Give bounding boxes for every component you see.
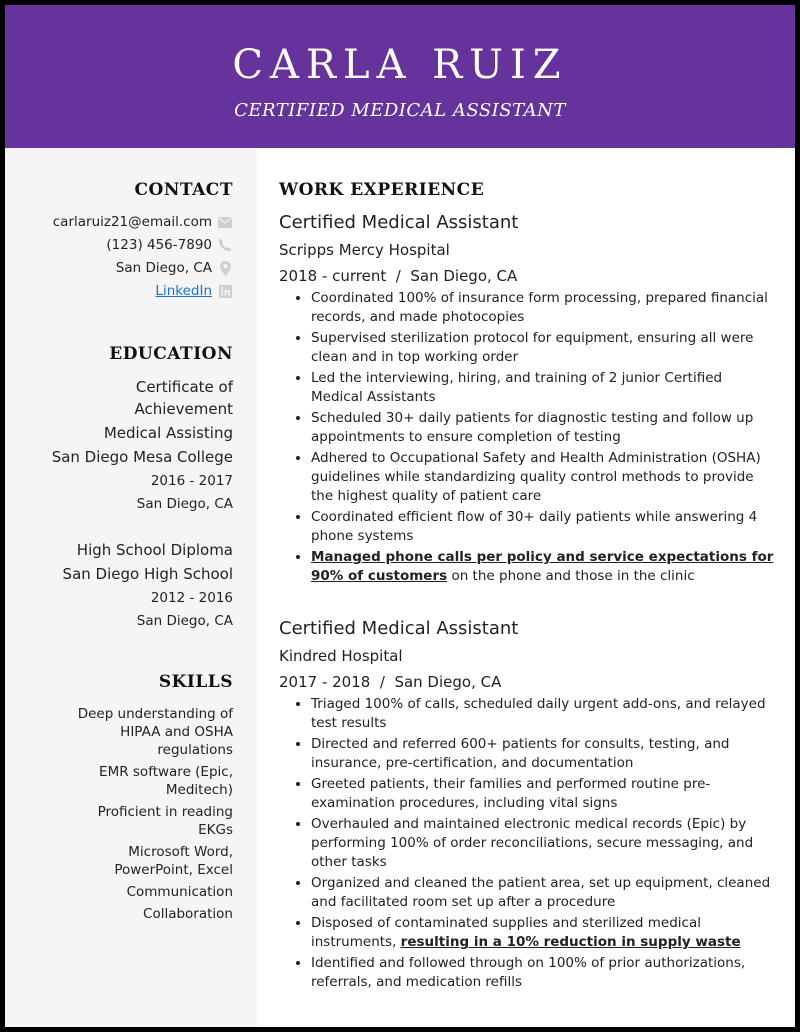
degree: Certificate of Achievement: [134, 378, 233, 418]
field-of-study: Medical Assisting: [103, 424, 233, 442]
edu-years: 2012 - 2016: [150, 590, 233, 606]
experience-heading: WORK EXPERIENCE: [279, 180, 485, 200]
job-title: Certified Medical Assistant: [279, 212, 519, 233]
job-bullets: [279, 695, 775, 992]
school: San Diego High School: [62, 565, 233, 583]
bullet-text: on the phone and those in the clinic: [447, 568, 695, 584]
contact-email: [53, 211, 233, 233]
bullet-item: • Led the interviewing, hiring, and training of 2 junior Certified Medical Assistants: [311, 369, 775, 407]
candidate-title: CERTIFIED MEDICAL ASSISTANT: [234, 100, 566, 121]
bullet-text: Disposed of contaminated supplies and sterilized medical instruments,: [311, 915, 701, 950]
skills-heading: SKILLS: [158, 672, 233, 692]
separator: /: [386, 267, 411, 285]
contact-location: [116, 257, 233, 279]
bullet-item: • Scheduled 30+ daily patients for diagnostic testing and follow up appointments to ensure completion of testing: [311, 409, 775, 447]
bullet-item: • Organized and cleaned the patient area, set up equipment, cleaned and facilitated room set up after a procedure: [311, 874, 775, 912]
email-text: carlaruiz21@email.com: [52, 214, 212, 230]
education-entry: [23, 376, 233, 515]
job-bullets: [279, 289, 775, 586]
skill-item: Microsoft Word, PowerPoint, Excel: [114, 844, 233, 878]
company: Scripps Mercy Hospital: [279, 241, 450, 259]
phone-icon: [217, 237, 233, 253]
school: San Diego Mesa College: [51, 448, 233, 466]
degree: High School Diploma: [76, 541, 233, 559]
bullet-item: • Coordinated 100% of insurance form processing, prepared financial records, and made photocopies: [311, 289, 775, 327]
contact-heading: CONTACT: [134, 180, 233, 200]
resume-page: [5, 5, 795, 1027]
candidate-name: CARLA RUIZ: [232, 42, 568, 88]
job-entry: [279, 211, 775, 588]
bullet-item: [311, 914, 775, 952]
edu-location: San Diego, CA: [136, 613, 233, 629]
linkedin-icon: [217, 283, 233, 299]
bullet-item: • Greeted patients, their families and performed routine pre-examination procedures, including vital signs: [311, 775, 775, 813]
bullet-highlight: resulting in a 10% reduction in supply waste: [400, 934, 741, 950]
job-dates: 2018 - current: [279, 267, 387, 285]
location-text: San Diego, CA: [115, 260, 212, 276]
bullet-item: • Adhered to Occupational Safety and Health Administration (OSHA) guidelines while standardizing quality control methods to provide the highest quality of patient care: [311, 449, 775, 506]
contact-phone: [106, 234, 233, 256]
bullet-highlight: Managed phone calls per policy and service expectations for 90% of customers: [311, 549, 774, 584]
bullet-item: [311, 548, 775, 586]
phone-text: (123) 456-7890: [106, 237, 212, 253]
job-dates-location: [279, 265, 775, 287]
edu-location: San Diego, CA: [136, 496, 233, 512]
company: Kindred Hospital: [279, 647, 403, 665]
sidebar: [5, 148, 257, 1027]
job-location: San Diego, CA: [394, 673, 502, 691]
job-dates: 2017 - 2018: [279, 673, 371, 691]
job-location: San Diego, CA: [410, 267, 518, 285]
bullet-item: • Triaged 100% of calls, scheduled daily urgent add-ons, and relayed test results: [311, 695, 775, 733]
skill-item: Proficient in reading EKGs: [97, 804, 233, 838]
contact-linkedin: [155, 280, 233, 302]
education-entry: [23, 539, 233, 632]
education-heading: EDUCATION: [109, 344, 233, 364]
resume-header: [5, 5, 795, 148]
job-entry: [279, 617, 775, 994]
skills-list: [53, 705, 233, 927]
bullet-item: • Directed and referred 600+ patients for consults, testing, and insurance, pre-certification, and documentation: [311, 735, 775, 773]
bullet-item: • Coordinated efficient flow of 30+ daily patients while answering 4 phone systems: [311, 508, 775, 546]
job-title: Certified Medical Assistant: [279, 618, 519, 639]
skill-item: Deep understanding of HIPAA and OSHA regulations: [77, 706, 233, 758]
skill-item: Collaboration: [143, 906, 233, 922]
separator: /: [370, 673, 395, 691]
bullet-item: • Overhauled and maintained electronic medical records (Epic) by performing 100% of order reconciliations, secure messaging, and other tasks: [311, 815, 775, 872]
edu-years: 2016 - 2017: [150, 473, 233, 489]
map-pin-icon: [217, 260, 233, 276]
job-dates-location: [279, 671, 775, 693]
bullet-item: • Identified and followed through on 100% of prior authorizations, referrals, and medication refills: [311, 954, 775, 992]
bullet-item: • Supervised sterilization protocol for equipment, ensuring all were clean and in top working order: [311, 329, 775, 367]
skill-item: Communication: [126, 884, 233, 900]
skill-item: EMR software (Epic, Meditech): [99, 764, 233, 798]
envelope-icon: [217, 214, 233, 230]
linkedin-link[interactable]: LinkedIn: [155, 283, 212, 299]
